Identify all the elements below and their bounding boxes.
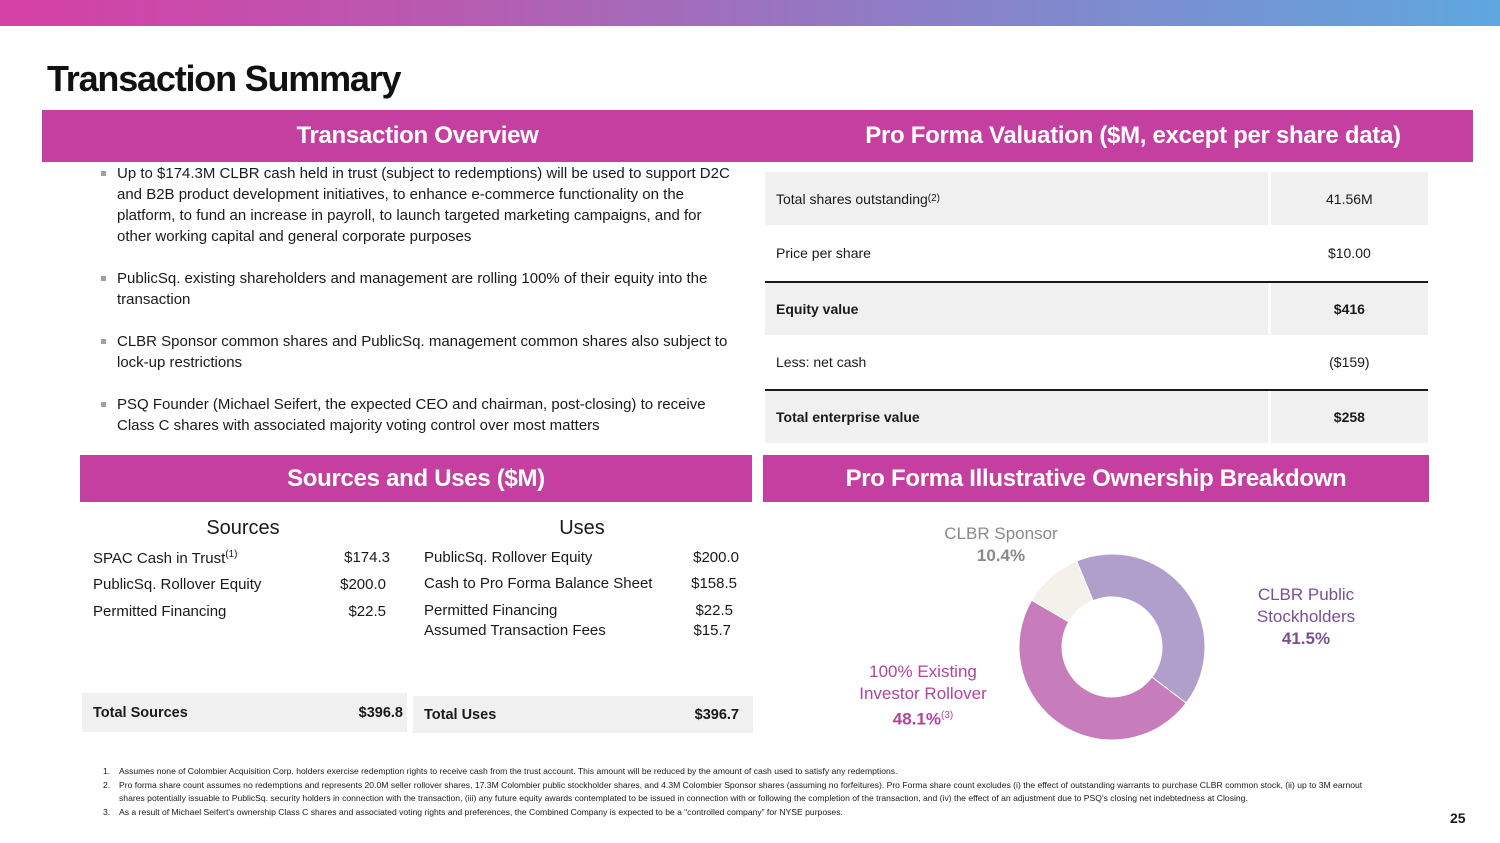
footnote-item	[103, 765, 1373, 779]
source-label: PublicSq. Rollover Equity	[93, 576, 262, 593]
use-value: $22.5	[695, 602, 733, 619]
label-clbr-public-pct: 41.5%	[1281, 629, 1331, 648]
bullet-marker-icon	[101, 171, 106, 176]
footnote-number: 2.	[103, 779, 111, 790]
footnote-number: 3.	[103, 806, 111, 817]
label-clbr-public	[1236, 584, 1376, 650]
label-clbr-sponsor	[925, 523, 1077, 567]
label-investor-rollover	[843, 661, 1003, 731]
total-sources-value: $396.8	[358, 704, 403, 721]
overview-bullet	[88, 268, 738, 310]
bullet-marker-icon	[101, 276, 106, 281]
valuation-value: ($159)	[1329, 354, 1370, 370]
footnote-marker: (1)	[225, 549, 238, 560]
use-label: Assumed Transaction Fees	[424, 622, 606, 639]
valuation-row-equity	[765, 281, 1428, 335]
uses-title: Uses	[559, 517, 605, 539]
sources-uses-header: Sources and Uses ($M)	[80, 455, 752, 502]
valuation-label: Total enterprise value	[765, 391, 1268, 443]
page-number: 25	[1450, 810, 1466, 826]
use-label: Permitted Financing	[424, 602, 558, 619]
source-label: Permitted Financing	[93, 603, 227, 620]
footnote-marker: (3)	[940, 710, 954, 721]
footnote-item	[103, 779, 1373, 806]
total-uses-value: $396.7	[694, 706, 739, 723]
valuation-row-price	[765, 225, 1428, 281]
use-label: Cash to Pro Forma Balance Sheet	[424, 575, 653, 592]
overview-bullet-text: CLBR Sponsor common shares and PublicSq. management common shares also subject to lock-up restrictions	[117, 333, 728, 371]
use-value: $200.0	[693, 549, 739, 566]
transaction-overview-header: Transaction Overview	[42, 110, 793, 162]
label-rollover-name-2: Investor Rollover	[859, 684, 987, 703]
label-clbr-sponsor-name: CLBR Sponsor	[944, 524, 1058, 543]
footnote-text: Pro forma share count assumes no redemptions and represents 20.0M seller rollover shares, 17.3M Colombier public stockholder shares, and 4.3M Colombier Sponsor shares (assuming no forfeitures). Pro Forma share count excludes (i) the effect of outstanding warrants to purchase CLBR common stock, (ii) up to 3M earnout shares potentially issuable to PublicSq. security holders in connection with the transaction, (iii) any future equity awards contemplated to be issued in connection with or following the completion of the transaction, and (iv) the effect of an adjustment due to PSQ's closing net indebtedness at Closing.	[119, 779, 1363, 804]
overview-bullet-text: PublicSq. existing shareholders and management are rolling 100% of their equity into the transaction	[117, 270, 708, 308]
page-title: Transaction Summary	[47, 58, 401, 99]
donut-segment-clbr-public	[1077, 554, 1205, 703]
source-label: SPAC Cash in Trust$^{(1)}$	[93, 549, 238, 567]
use-value: $15.7	[693, 622, 731, 639]
bullet-marker-icon	[101, 339, 106, 344]
footnote-text: Assumes none of Colombier Acquisition Corp. holders exercise redemption rights to receive cash from the trust account. This amount will be reduced by the amount of cash used to satisfy any redemptions.	[119, 766, 898, 776]
transaction-overview-list	[88, 163, 738, 457]
pro-forma-valuation-header: Pro Forma Valuation ($M, except per share data)	[793, 110, 1473, 162]
footnote-text: As a result of Michael Seifert's ownership Class C shares and associated voting rights and preferences, the Combined Company is expected to be a “controlled company” for NYSE purposes.	[119, 806, 843, 817]
valuation-row-enterprise	[765, 389, 1428, 443]
label-rollover-pct: 48.1%	[892, 709, 941, 729]
overview-bullet	[88, 394, 738, 436]
valuation-value: $258	[1271, 391, 1428, 443]
sources-title: Sources	[206, 517, 280, 539]
footnote-marker: (2)	[927, 193, 940, 204]
footnotes	[103, 765, 1373, 819]
ownership-breakdown-header: Pro Forma Illustrative Ownership Breakdown	[763, 455, 1429, 502]
ownership-donut-chart	[1000, 550, 1240, 750]
overview-bullet	[88, 331, 738, 373]
valuation-value: $416	[1271, 283, 1428, 335]
total-uses-label: Total Uses	[424, 706, 497, 723]
total-sources-label: Total Sources	[93, 704, 188, 721]
overview-bullet	[88, 163, 738, 247]
valuation-table	[765, 172, 1428, 443]
valuation-label: Total shares outstanding (2)	[765, 172, 1268, 225]
footnote-number: 1.	[103, 766, 111, 776]
overview-bullet-text: PSQ Founder (Michael Seifert, the expected CEO and chairman, post-closing) to receive Class C shares with associated majority voting control over most matters	[117, 396, 706, 434]
total-uses-row	[413, 696, 753, 733]
valuation-label: Less: net cash	[776, 354, 867, 370]
valuation-value: 41.56M	[1271, 172, 1428, 225]
valuation-row-shares	[765, 172, 1428, 225]
use-value: $158.5	[691, 575, 737, 592]
valuation-value: $10.00	[1327, 245, 1371, 261]
overview-bullet-text: Up to $174.3M CLBR cash held in trust (subject to redemptions) will be used to support D2C and B2B product development initiatives, to enhance e-commerce functionality on the platform, to fund an increase in payroll, to launch targeted marketing campaigns, and for other working capital and general corporate purposes	[117, 165, 730, 245]
total-sources-row	[82, 693, 407, 732]
source-value: $200.0	[340, 576, 386, 593]
label-clbr-sponsor-pct: 10.4%	[976, 546, 1026, 565]
valuation-label: Price per share	[776, 245, 871, 261]
valuation-row-net-cash	[765, 335, 1428, 389]
valuation-label: Equity value	[765, 283, 1268, 335]
label-clbr-public-name-1: CLBR Public	[1257, 585, 1355, 604]
label-rollover-name-1: 100% Existing	[869, 662, 977, 681]
top-gradient-bar	[0, 0, 1500, 26]
bullet-marker-icon	[101, 402, 106, 407]
source-value: $174.3	[344, 549, 390, 566]
source-value: $22.5	[348, 603, 386, 620]
use-label: PublicSq. Rollover Equity	[424, 549, 593, 566]
footnote-item	[103, 806, 1373, 820]
label-clbr-public-name-2: Stockholders	[1256, 607, 1356, 626]
